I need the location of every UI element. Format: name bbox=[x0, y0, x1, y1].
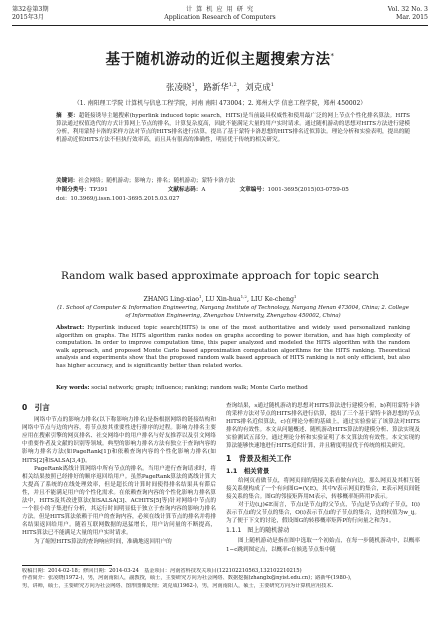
header-divider bbox=[12, 25, 428, 26]
doi-value: 10.3969/j.issn.1001-3695.2015.03.027 bbox=[70, 196, 180, 202]
header-volume-cn: 第32卷第3期 bbox=[12, 6, 49, 13]
clc-label: 中图分类号： bbox=[56, 187, 90, 193]
authors-cn: 张凌晓$^1$，路新华$^{1,2}$，刘克成$^1$ bbox=[166, 82, 274, 93]
author-3-affil-mark: 1 bbox=[270, 82, 274, 89]
author-2-affil-mark: 1,2 bbox=[228, 82, 237, 89]
author-1-en: ZHANG Ling-xiao bbox=[143, 296, 200, 304]
abstract-cn-text: 超链接诱导主题搜索(hyperlink induced topic search，HITS)是当前最具权威性和使用最广泛的网上节点个性化排名算法。HITS算法通过权值迭代的方式计算网上节点的排名，计算复杂度高，因此不能满足大量的用户实时请求。通过随机游动的思想对HITS方法进行建模分析，利用蒙特卡洛的采样方法对节点的HITS排名进行估算，提出了基于蒙特卡洛思想的HITS排名近似算法。理论分析和实验表明，提出的随机游动近似HITS方法不但执行效率高，而且具有很高的准确性，明显优于传统的相关研究。 bbox=[56, 113, 410, 143]
intro-continued-paragraph: 查询结果，s通过随机游动的思想对HITS算法进行建模分析，b)利用蒙特卡洛的采样方法对节点的HITS排名进行估算，提出了三个基于蒙特卡洛思想的节点HITS排名近似算法，c)在理论分析的基础上，通过实验验证了该算法对HITS排名的有效性。本文从问题概述、随机游动HITS算法的建模分析、算法实现及实验测试五部分，通过理论分析和实验证明了本文算法的有效性。本文实现的算法能够快速地进行HITS近似计算，并且精度明显优于传统的相关研究。 bbox=[226, 403, 420, 450]
section-1-heading: 1 背景及相关工作 bbox=[226, 453, 292, 463]
background-paragraph-1: 给网页看做节点，将网页间的链接关系看做有向边，那么网页及其相互链接关系便构成了一个有向图G=(V,E)，其中V表示网页的集合，E表示网页间链接关系的集合。图G的邻接矩阵用M表示，转移概率矩阵用P表示。 bbox=[226, 477, 420, 500]
header-volume-en: Vol. 32 No. 3 bbox=[387, 6, 428, 13]
body-right-column bbox=[226, 402, 420, 554]
abstract-cn bbox=[56, 113, 410, 145]
keywords-en bbox=[56, 385, 410, 393]
author-3-cn: 刘克成 bbox=[245, 83, 271, 93]
subsection-1-1-heading: 1.1 相关背景 bbox=[226, 466, 270, 475]
doi-row bbox=[56, 196, 410, 204]
section-0-heading: 0 引言 bbox=[22, 403, 50, 412]
footnote-received: 收稿日期：2014-02-18；修回日期：2014-03-24 基金项目：河南省科技攻关项目(122102210563,132102210215) bbox=[22, 568, 302, 574]
header-journal bbox=[12, 6, 428, 22]
header-date-en: Mar. 2015 bbox=[396, 14, 428, 21]
intro-paragraph-3: 为了缩短HITS算法的查询响应时间，准确地返回用户的 bbox=[34, 538, 172, 545]
author-3-en: LIU Ke-cheng bbox=[250, 296, 294, 304]
author-2-cn: 路新华 bbox=[203, 83, 229, 93]
subsection-1-1-1-heading: 1.1.1 图上的随机游动 bbox=[226, 527, 290, 535]
background-paragraph-2: 对于边(i,j)∈E而言，节点i是节点j的父节点，节点j是节点i的子节点，I(i)表示节点i的父节点的集合，O(i)表示节点i的子节点的集合，边的权值为w_ij。为了便于下文的讨论，假设图G的转移概率矩阵P的行向量之和为1。 bbox=[226, 502, 420, 525]
random-walk-paragraph: 图上随机游动是指在图中选取一个初始点，在每一步随机游动中，以概率1−c跳到图定点，以概率c在候选节点集中随 bbox=[226, 538, 420, 553]
header-date-cn: 2015年3月 bbox=[12, 14, 45, 21]
header-issue-en bbox=[388, 6, 428, 22]
body-left-column bbox=[22, 402, 216, 546]
title-cn-text: 基于随机游动的近似主题搜索方法 bbox=[105, 52, 331, 68]
author-2-en-mark: 1,2 bbox=[240, 294, 247, 299]
doc-code-value: A bbox=[201, 187, 206, 193]
title-footnote-mark: * bbox=[330, 52, 335, 61]
article-no-label: 文章编号： bbox=[239, 187, 268, 193]
affiliation-cn: （1. 南阳理工学院 计算机与信息工程学院，河南 南阳 473004；2. 郑州大学 信息工程学院，郑州 450002） bbox=[73, 100, 367, 107]
intro-paragraph-1: 网络中节点的影响力排名(以下称影响力排名)是指根据网络的链接结构和网络中节点与边的内容，将节点按其重要性进行排序的过程。影响力排名主要应用在搜索引擎的网页排名、社交网络中的用户排名与好友推荐以及引文网络中重要作者及文献的识别等领域。典型的影响力排名方法有独立于查询内容的影响力排名方法(如PageRank[1])和依赖查询内容的个性化影响力排名(如HITS[2]和SALSA[3,4])。 bbox=[22, 417, 216, 464]
abstract-en-label: Abstract: bbox=[56, 325, 85, 331]
keywords-en-label: Key words: bbox=[56, 385, 90, 391]
abstract-en-text: Hyperlink induced topic search(HITS) is one of the most authoritative and widely used personalized ranking algorithm on graphs. The HITS algorithm ranks nodes on graphs according to power iteration, and has high complexity of computation. In order to improve computation time, this paper analyzed and modeled the HITS algorithm with the random walk approach, and proposed Monte Carlo based approximation computation algorithms for the HITS ranking. Theoretical analysis and experiments show that the proposed random walk based approach of HITS ranking is not only efficient, but also has higher accuracy, and is significantly better than related works. bbox=[56, 325, 410, 369]
paper-title-en: Random walk based approximate approach for topic search bbox=[61, 270, 379, 282]
keywords-cn-text: 社会网络；随机游动；影响力；排名；随机游动；蒙特卡洛方法 bbox=[78, 178, 236, 184]
header-journal-en: Application Research of Computers bbox=[164, 14, 276, 21]
article-no-value: 1001-3695(2015)03-0759-05 bbox=[267, 187, 349, 193]
author-2-en: LU Xin-hua bbox=[205, 296, 241, 304]
abstract-en bbox=[56, 325, 410, 371]
affiliation-en: (1. School of Computer & Information Engineering, Nanyang Institute of Technology, Nanyang Henan 473004, China; 2. College of Information Engineering, Zhengzhou University, Zhengzhou 450002, China) bbox=[57, 305, 409, 319]
keywords-cn-label: 关键词： bbox=[56, 178, 79, 184]
footnotes bbox=[22, 568, 418, 590]
header-journal-cn: 计 算 机 应 用 研 究 bbox=[185, 6, 255, 13]
doc-code-label: 文献标志码： bbox=[167, 187, 202, 193]
author-1-affil-mark: 1 bbox=[191, 82, 195, 89]
abstract-cn-label: 摘 要： bbox=[56, 113, 79, 119]
footnote-author-bio-2: 男，讲师，硕士，主要研究方向为社会网络、图形图像处理；刘克成(1962-)，男，河南南阳人，硕士，主要研究方向为计算机应用技术. bbox=[22, 582, 334, 589]
footnote-author-bio-1: 作者简介：张凌晓(1972-)，男，河南南阳人，副教授，硕士，主要研究方向为社会网络、数据挖掘(zhanglx@nyist.edu.cn)；路新华(1980-)， bbox=[22, 575, 356, 582]
intro-paragraph-2: PageRank离线计算网络中所有节点的排名。当用户进行查询请求时，将相关结果按照已经排好的顺序返回给用户。虽然PageRank算法的离线计算大大提高了系统的在线处理效率，但是超长的计算时间使得排名结果具有滞后性，并且不能满足用户的个性化需求。在依赖查询内容的个性化影响力排名算法中，HITS及其改进算法(如SALSA[3]、ACHITS[5]等)针对网络中节点的一个很小的子集进行分析，其运行时间明显低于独立于查询内容的影响力排名方法。但是HITS算法依赖于用户的查询内容，必须在线计算节点的排名并将排名结果返回给用户。随着互联网数据的迅猛增长，用户访问量的不断提高，HITS算法已不能满足大量的用户实时请求。 bbox=[22, 465, 216, 537]
classification-row bbox=[56, 187, 410, 195]
doi-label: doi： bbox=[56, 196, 71, 202]
author-1-en-mark: 1 bbox=[199, 294, 202, 299]
author-1-cn: 张凌晓 bbox=[166, 83, 192, 93]
author-3-en-mark: 1 bbox=[293, 294, 297, 299]
footnote-divider bbox=[22, 565, 112, 566]
keywords-cn bbox=[56, 178, 410, 186]
authors-en: ZHANG Ling-xiao$^1$, LU Xin-hua$^{1,2}$, LIU Ke-cheng$^1$ bbox=[143, 294, 297, 304]
clc-value: TP391 bbox=[89, 187, 108, 193]
keywords-en-text: social network; graph; influence; ranking; random walk; Monte Carlo method bbox=[91, 385, 308, 391]
paper-title-cn bbox=[0, 48, 440, 69]
